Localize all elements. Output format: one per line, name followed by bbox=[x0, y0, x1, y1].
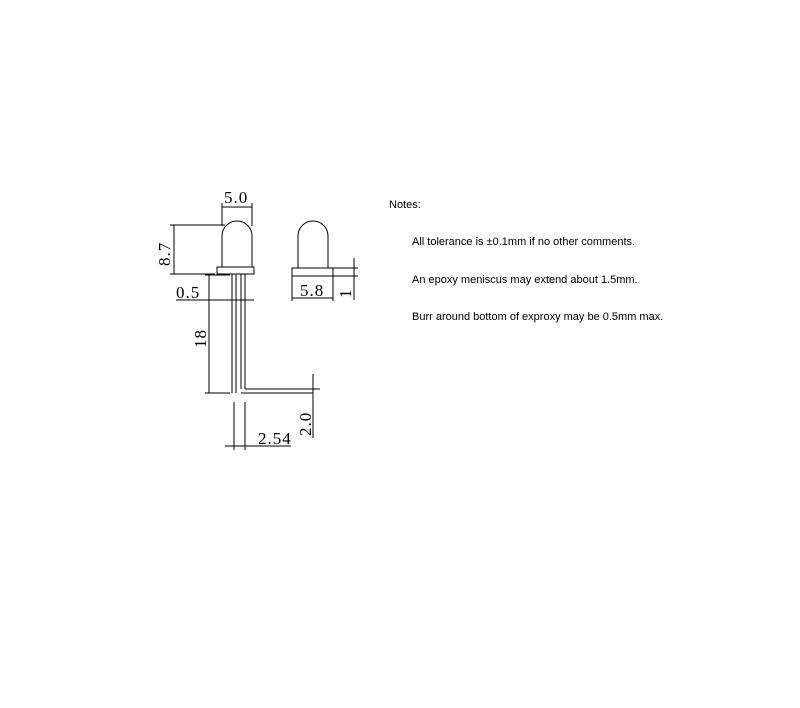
front-led-lens bbox=[298, 221, 328, 268]
label-total-height: 8.7 bbox=[155, 241, 174, 266]
label-flange-height: 1 bbox=[336, 288, 355, 298]
label-lead-width: 0.5 bbox=[176, 283, 201, 302]
label-lead-spacing: 2.54 bbox=[258, 429, 292, 448]
side-led-flange bbox=[217, 267, 254, 274]
label-lens-diameter: 5.0 bbox=[224, 188, 249, 207]
notes-title: Notes: bbox=[389, 199, 421, 211]
side-led-lens bbox=[222, 221, 252, 267]
label-lead-offset: 2.0 bbox=[296, 411, 315, 436]
note-tolerance: All tolerance is ±0.1mm if no other comments. bbox=[412, 236, 636, 248]
front-led-flange bbox=[292, 268, 333, 276]
note-epoxy-meniscus: An epoxy meniscus may extend about 1.5mm. bbox=[412, 274, 638, 286]
label-flange-diameter: 5.8 bbox=[300, 281, 325, 300]
note-burr: Burr around bottom of exproxy may be 0.5mm max. bbox=[412, 311, 664, 323]
label-lead-length: 18 bbox=[191, 329, 210, 348]
